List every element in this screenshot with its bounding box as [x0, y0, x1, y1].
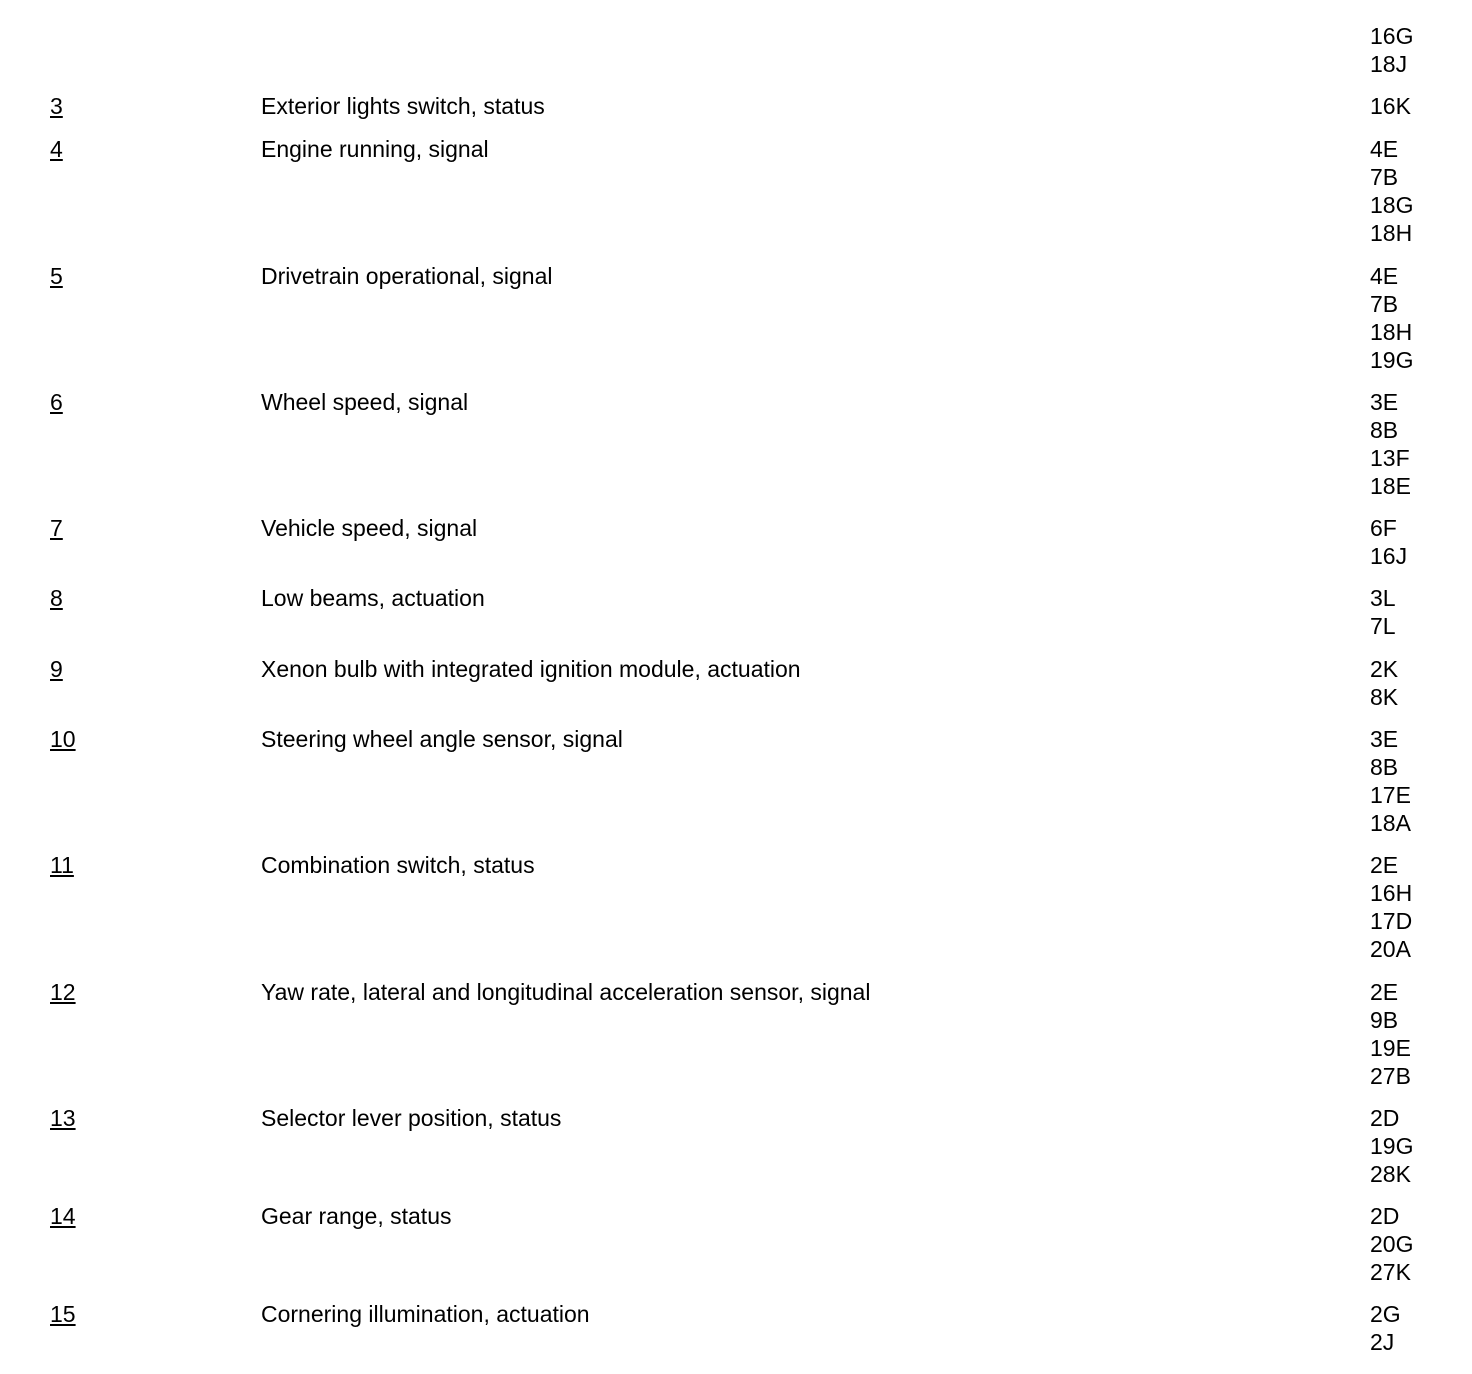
item-description: Gear range, status — [261, 1203, 452, 1229]
grid-reference: 2D — [1370, 1105, 1400, 1131]
grid-reference: 27K — [1370, 1259, 1411, 1285]
grid-reference: 3L — [1370, 585, 1396, 611]
grid-reference-list — [1370, 514, 1407, 570]
item-description: Wheel speed, signal — [261, 389, 469, 415]
item-number-link[interactable]: 10 — [50, 726, 76, 752]
item-description: Yaw rate, lateral and longitudinal acceleration sensor, signal — [261, 979, 871, 1005]
grid-reference: 9B — [1370, 1007, 1399, 1033]
grid-reference: 2K — [1370, 656, 1399, 682]
item-description: Drivetrain operational, signal — [261, 263, 553, 289]
grid-reference: 18G — [1370, 192, 1414, 218]
grid-reference: 2E — [1370, 979, 1399, 1005]
grid-reference-list — [1370, 1300, 1401, 1356]
item-description: Engine running, signal — [261, 136, 489, 162]
grid-reference-list — [1370, 92, 1411, 120]
grid-reference-list — [1370, 388, 1411, 500]
grid-reference: 13F — [1370, 445, 1410, 471]
grid-reference: 17D — [1370, 908, 1413, 934]
item-description: Vehicle speed, signal — [261, 515, 478, 541]
grid-reference: 28K — [1370, 1161, 1411, 1187]
grid-reference: 8K — [1370, 684, 1399, 710]
item-description: Xenon bulb with integrated ignition module, actuation — [261, 656, 801, 682]
item-number-link[interactable]: 13 — [50, 1105, 76, 1131]
item-description: Low beams, actuation — [261, 585, 485, 611]
item-description: Selector lever position, status — [261, 1105, 562, 1131]
item-number-link[interactable]: 5 — [50, 263, 63, 289]
grid-reference-list — [1370, 1104, 1413, 1188]
grid-reference: 18E — [1370, 473, 1411, 499]
grid-reference-list — [1370, 1202, 1413, 1286]
grid-reference: 18A — [1370, 810, 1411, 836]
grid-reference: 27B — [1370, 1063, 1411, 1089]
item-number-link[interactable]: 15 — [50, 1301, 76, 1327]
item-number-link[interactable]: 7 — [50, 515, 63, 541]
grid-reference: 3E — [1370, 726, 1399, 752]
item-description: Steering wheel angle sensor, signal — [261, 726, 623, 752]
item-number-link[interactable]: 12 — [50, 979, 76, 1005]
grid-reference: 4E — [1370, 263, 1399, 289]
grid-reference: 7B — [1370, 164, 1399, 190]
grid-reference: 19G — [1370, 347, 1414, 373]
grid-reference-list — [1370, 655, 1398, 711]
grid-reference: 7B — [1370, 291, 1399, 317]
grid-reference-list — [1370, 135, 1413, 247]
grid-reference-list — [1370, 851, 1412, 963]
grid-reference: 2G — [1370, 1301, 1401, 1327]
grid-reference: 18H — [1370, 319, 1413, 345]
grid-reference: 19E — [1370, 1035, 1411, 1061]
item-number-link[interactable]: 6 — [50, 389, 63, 415]
item-description: Cornering illumination, actuation — [261, 1301, 590, 1327]
grid-reference: 3E — [1370, 389, 1399, 415]
grid-reference: 18J — [1370, 51, 1408, 77]
item-number-link[interactable]: 3 — [50, 93, 63, 119]
item-description: Exterior lights switch, status — [261, 93, 545, 119]
grid-reference: 2J — [1370, 1329, 1395, 1355]
grid-reference-list — [1370, 262, 1413, 374]
grid-reference: 20G — [1370, 1231, 1414, 1257]
grid-reference-list — [1370, 978, 1411, 1090]
grid-reference: 6F — [1370, 515, 1397, 541]
grid-reference: 2D — [1370, 1203, 1400, 1229]
grid-reference: 20A — [1370, 936, 1411, 962]
grid-reference: 16H — [1370, 880, 1413, 906]
grid-reference: 8B — [1370, 754, 1399, 780]
grid-reference: 4E — [1370, 136, 1399, 162]
grid-reference: 17E — [1370, 782, 1411, 808]
item-description: Combination switch, status — [261, 852, 535, 878]
grid-reference: 8B — [1370, 417, 1399, 443]
grid-reference-list — [1370, 725, 1411, 837]
grid-reference-list — [1370, 22, 1413, 78]
grid-reference: 19G — [1370, 1133, 1414, 1159]
grid-reference: 16K — [1370, 93, 1411, 119]
item-number-link[interactable]: 8 — [50, 585, 63, 611]
item-number-link[interactable]: 14 — [50, 1203, 76, 1229]
grid-reference: 2E — [1370, 852, 1399, 878]
item-number-link[interactable]: 9 — [50, 656, 63, 682]
grid-reference-list — [1370, 584, 1396, 640]
grid-reference: 18H — [1370, 220, 1413, 246]
grid-reference: 16G — [1370, 23, 1414, 49]
grid-reference: 7L — [1370, 613, 1396, 639]
grid-reference: 16J — [1370, 543, 1408, 569]
item-number-link[interactable]: 11 — [50, 852, 74, 878]
item-number-link[interactable]: 4 — [50, 136, 63, 162]
